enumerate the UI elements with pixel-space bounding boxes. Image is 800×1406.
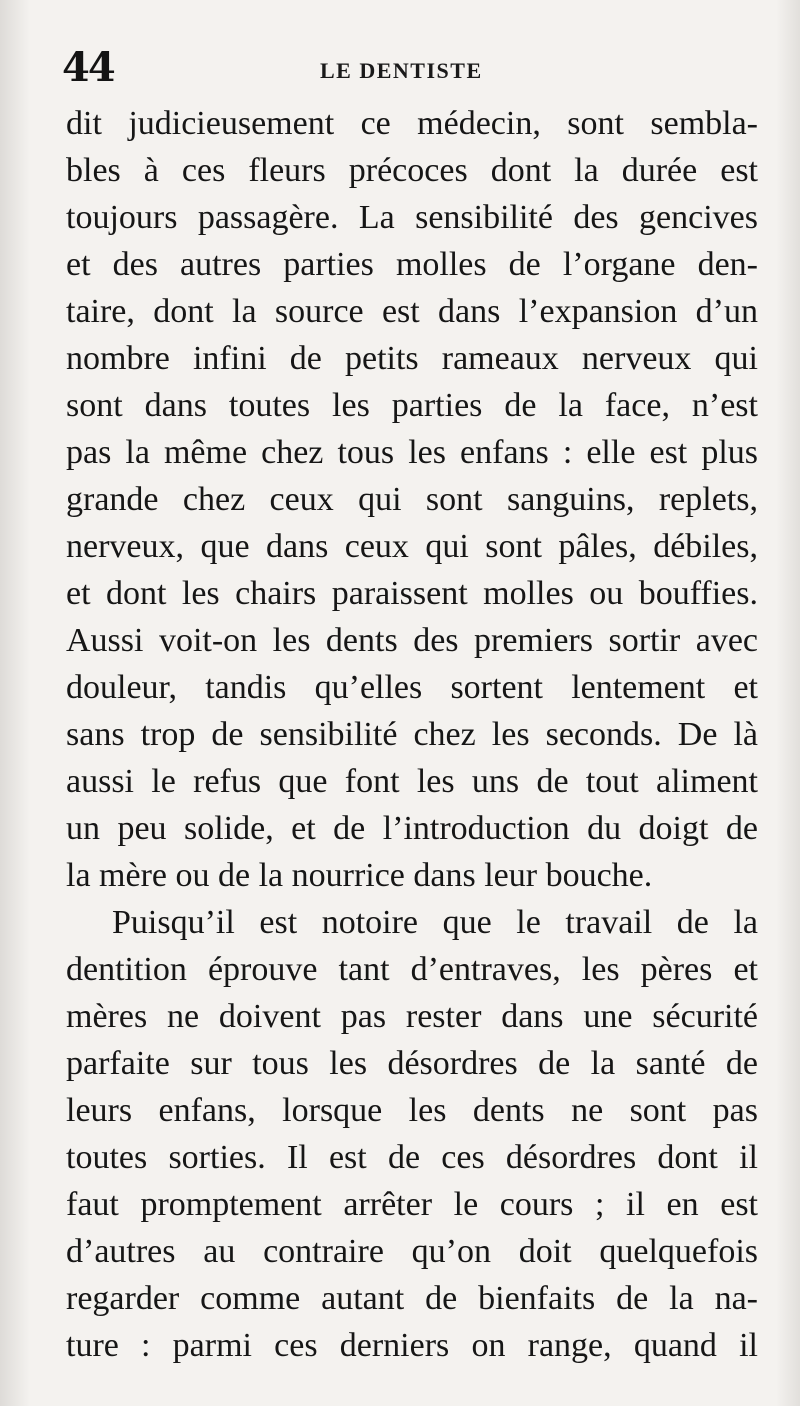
text-line: toujours passagère. La sensibilité des gencives: [66, 199, 758, 236]
text-line: la mère ou de la nourrice dans leur bouche.: [66, 857, 653, 894]
text-line: Aussi voit-on les dents des premiers sortir avec: [66, 622, 758, 659]
text-line: un peu solide, et de l’introduction du doigt de: [66, 810, 758, 847]
text-line: ture : parmi ces derniers on range, quand il: [66, 1327, 758, 1364]
text-line: parfaite sur tous les désordres de la santé de: [66, 1045, 758, 1082]
text-line: sans trop de sensibilité chez les seconds. De là: [66, 716, 758, 753]
text-line: regarder comme autant de bienfaits de la na-: [66, 1280, 758, 1317]
text-line: leurs enfans, lorsque les dents ne sont pas: [66, 1092, 758, 1129]
paragraph-2: [66, 899, 758, 1369]
text-line: toutes sorties. Il est de ces désordres dont il: [66, 1139, 758, 1176]
body-text: [66, 100, 758, 1369]
text-line: dentition éprouve tant d’entraves, les pères et: [66, 951, 758, 988]
text-line: et dont les chairs paraissent molles ou bouffies.: [66, 575, 758, 612]
page-number: 44: [62, 44, 114, 91]
paragraph-1: [66, 100, 758, 899]
text-line: nombre infini de petits rameaux nerveux qui: [66, 340, 758, 377]
text-line: faut promptement arrêter le cours ; il en est: [66, 1186, 758, 1223]
text-line: aussi le refus que font les uns de tout aliment: [66, 763, 758, 800]
text-line: bles à ces fleurs précoces dont la durée est: [66, 152, 758, 189]
text-line: mères ne doivent pas rester dans une sécurité: [66, 998, 758, 1035]
text-line: douleur, tandis qu’elles sortent lentement et: [66, 669, 758, 706]
page-header: [62, 44, 762, 94]
text-line: d’autres au contraire qu’on doit quelquefois: [66, 1233, 758, 1270]
text-line: pas la même chez tous les enfans : elle est plus: [66, 434, 758, 471]
text-line: Puisqu’il est notoire que le travail de la: [112, 904, 758, 941]
running-head: LE DENTISTE: [320, 58, 483, 83]
text-line: taire, dont la source est dans l’expansion d’un: [66, 293, 758, 330]
text-line: grande chez ceux qui sont sanguins, replets,: [66, 481, 758, 518]
text-line: et des autres parties molles de l’organe den-: [66, 246, 758, 283]
text-line: nerveux, que dans ceux qui sont pâles, débiles,: [66, 528, 758, 565]
text-line: sont dans toutes les parties de la face, n’est: [66, 387, 758, 424]
text-line: dit judicieusement ce médecin, sont sembla-: [66, 105, 758, 142]
